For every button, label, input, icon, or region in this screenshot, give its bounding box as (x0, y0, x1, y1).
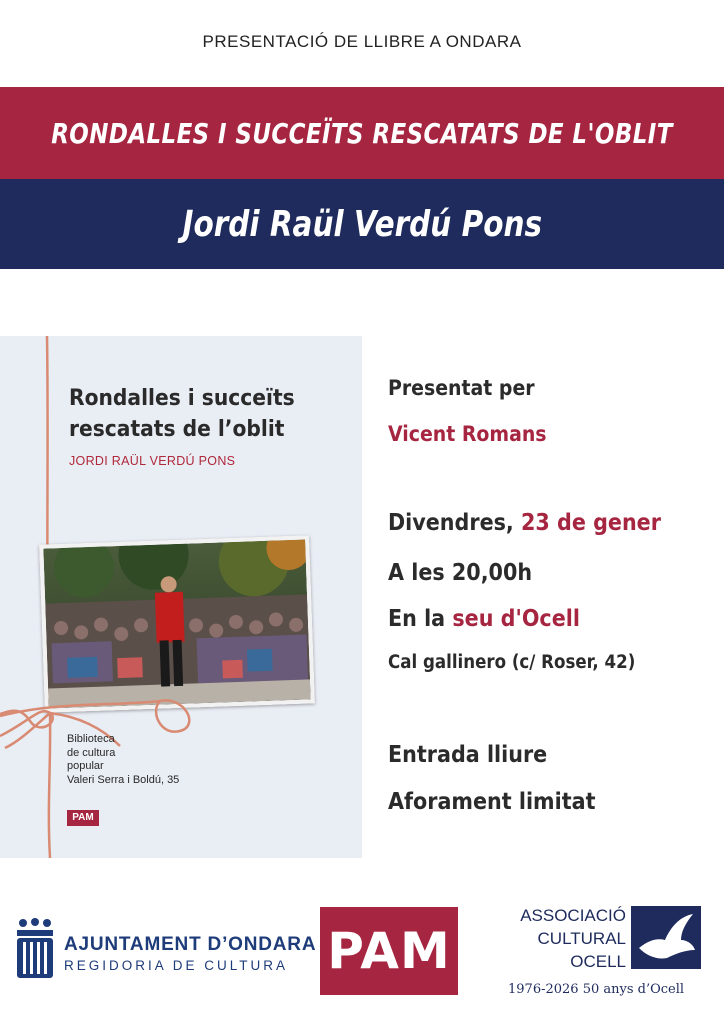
coat-of-arms-icon (14, 918, 56, 980)
ocell-logo-box (631, 906, 701, 969)
book-cover (0, 336, 362, 858)
cover-title-line-2: rescatats de l’oblit (69, 416, 285, 442)
ocell-tagline: 1976-2026 50 anys d’Ocell (508, 982, 685, 997)
ocell-association-name (496, 904, 626, 973)
capacity-info: Aforament limitat (388, 789, 596, 815)
collection-line-2: de cultura (67, 746, 116, 759)
title-banner (0, 87, 724, 179)
ajuntament-department: REGIDORIA DE CULTURA (64, 958, 289, 973)
pam-logo-text: PAM (327, 922, 451, 980)
ocell-line-1: ASSOCIACIÓ (520, 906, 626, 925)
cover-title (69, 383, 321, 445)
event-time: A les 20,00h (388, 560, 533, 586)
collection-line-1: Biblioteca (67, 733, 115, 745)
event-date (388, 510, 661, 536)
publisher-logo-small: PAM (67, 810, 99, 826)
venue-name: seu d'Ocell (452, 606, 580, 632)
event-type-label: PRESENTACIÓ DE LLIBRE A ONDARA (202, 32, 522, 51)
dove-icon (631, 906, 701, 969)
book-title-heading: RONDALLES I SUCCEÏTS RESCATATS DE L'OBLIT (51, 116, 673, 150)
ocell-line-3: OCELL (570, 952, 626, 971)
pam-logo (320, 907, 458, 995)
cover-author: JORDI RAÜL VERDÚ PONS (69, 454, 236, 468)
collection-line-4: Valeri Serra i Boldú, 35 (67, 773, 180, 786)
event-day: Divendres, (388, 510, 514, 536)
collection-info (67, 733, 179, 787)
ocell-line-2: CULTURAL (537, 929, 626, 948)
presenter-name: Vicent Romans (388, 422, 547, 446)
ajuntament-name: AJUNTAMENT D’ONDARA (64, 934, 317, 955)
author-heading: Jordi Raül Verdú Pons (182, 203, 542, 245)
collection-line-3: popular (67, 760, 104, 772)
cover-title-line-1: Rondalles i succeïts (69, 385, 295, 411)
entry-info: Entrada lliure (388, 742, 548, 768)
event-venue (388, 606, 580, 632)
author-banner (0, 179, 724, 269)
event-address: Cal gallinero (c/ Roser, 42) (388, 652, 636, 673)
venue-prefix: En la (388, 606, 446, 632)
event-date-value: 23 de gener (521, 510, 661, 536)
presented-by-label: Presentat per (388, 376, 535, 400)
